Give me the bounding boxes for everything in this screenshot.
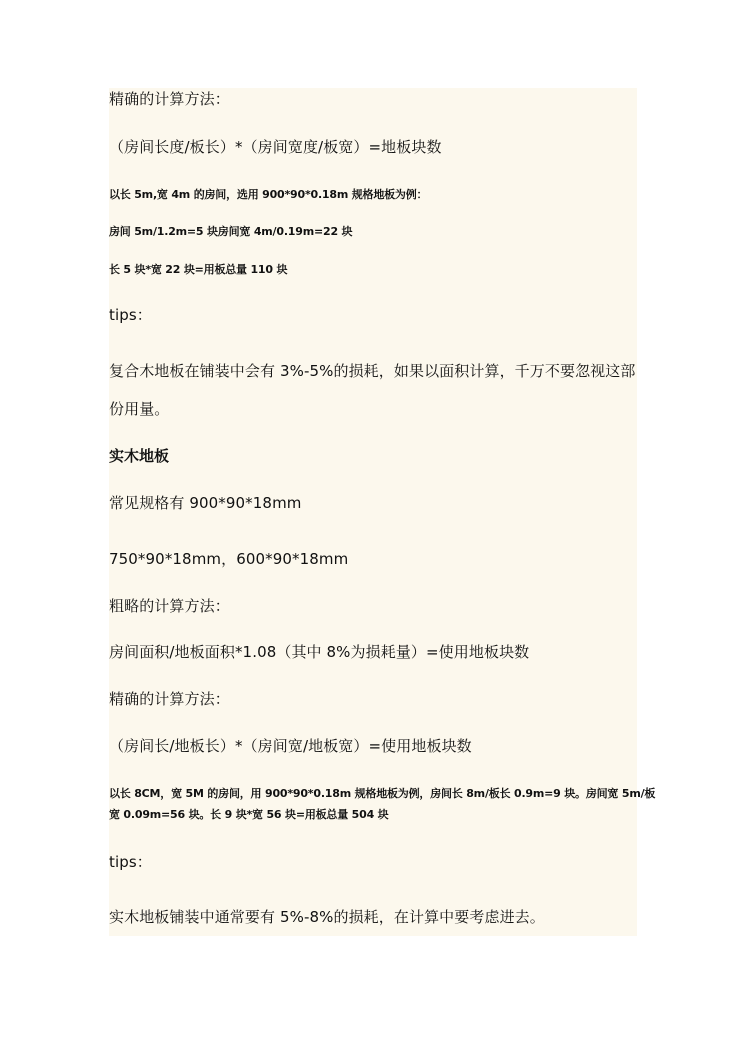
tips-text-2: 实木地板铺装中通常要有 5%-8%的损耗，在计算中要考虑进去。 (109, 908, 545, 926)
precise-method-label-2: 精确的计算方法： (109, 690, 230, 708)
section-heading-solid-wood: 实木地板 (109, 447, 170, 465)
tips-label: tips： (109, 306, 152, 324)
example-line1: 以长 8CM，宽 5M 的房间，用 900*90*0.18m 规格地板为例，房间长 8m/板长 0.9m=9 块。房间宽 5m/板 (109, 787, 656, 800)
rough-formula: 房间面积/地板面积*1.08（其中 8%为损耗量）=使用地板块数 (109, 643, 530, 661)
common-specs-line1: 常见规格有 900*90*18mm (109, 494, 302, 512)
tips-text-line1: 复合木地板在铺装中会有 3%-5%的损耗，如果以面积计算，千万不要忽视这部 (109, 362, 636, 380)
precise-formula: （房间长度/板长）*（房间宽度/板宽）=地板块数 (109, 138, 442, 156)
example-total: 长 5 块*宽 22 块=用板总量 110 块 (109, 263, 288, 276)
tips-text-line2: 份用量。 (109, 400, 170, 418)
common-specs-line2: 750*90*18mm，600*90*18mm (109, 550, 349, 568)
example-line2: 宽 0.09m=56 块。长 9 块*宽 56 块=用板总量 504 块 (109, 808, 389, 821)
example-calc: 房间 5m/1.2m=5 块房间宽 4m/0.19m=22 块 (109, 225, 353, 238)
rough-method-label: 粗略的计算方法： (109, 597, 230, 615)
tips-label-2: tips： (109, 853, 152, 871)
precise-formula-2: （房间长/地板长）*（房间宽/地板宽）=使用地板块数 (109, 737, 472, 755)
example-intro: 以长 5m,宽 4m 的房间，选用 900*90*0.18m 规格地板为例： (109, 188, 428, 201)
precise-method-label: 精确的计算方法： (109, 90, 230, 108)
